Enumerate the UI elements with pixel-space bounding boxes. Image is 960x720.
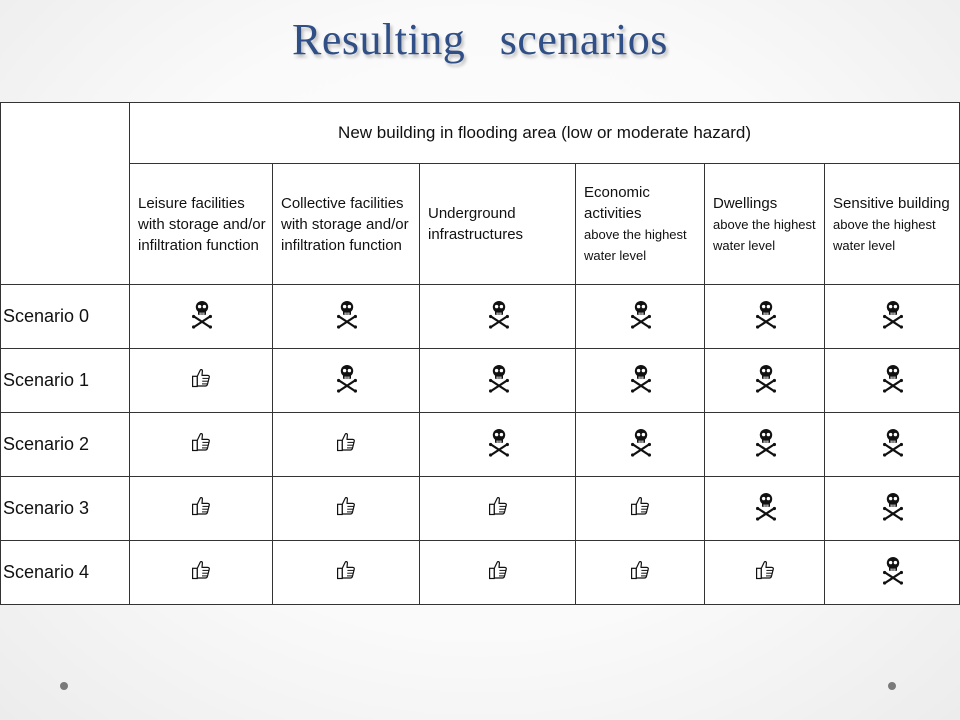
skull-crossbones-icon bbox=[755, 299, 777, 334]
skull-crossbones-icon bbox=[882, 555, 904, 590]
skull-crossbones-icon bbox=[755, 491, 777, 526]
slide-dot-right bbox=[888, 682, 896, 690]
row-label: Scenario 2 bbox=[1, 413, 130, 477]
scenario-cell bbox=[130, 477, 273, 541]
row-label: Scenario 0 bbox=[1, 285, 130, 349]
scenario-cell bbox=[130, 285, 273, 349]
thumbs-up-icon bbox=[190, 495, 212, 522]
scenario-rows bbox=[1, 285, 960, 605]
scenario-cell bbox=[705, 285, 825, 349]
skull-crossbones-icon bbox=[630, 363, 652, 398]
column-header-main: Sensitive building bbox=[833, 194, 950, 212]
scenario-cell bbox=[705, 477, 825, 541]
scenario-cell bbox=[273, 285, 420, 349]
thumbs-up-icon bbox=[335, 431, 357, 458]
column-header-main: Economic activities bbox=[584, 184, 650, 222]
scenario-cell bbox=[576, 349, 705, 413]
thumbs-up-icon bbox=[190, 367, 212, 394]
scenario-cell bbox=[576, 541, 705, 605]
thumbs-up-icon bbox=[629, 495, 651, 522]
skull-crossbones-icon bbox=[882, 491, 904, 526]
scenario-cell bbox=[576, 413, 705, 477]
banner-header: New building in flooding area (low or moderate hazard) bbox=[130, 103, 960, 164]
skull-crossbones-icon bbox=[488, 363, 510, 398]
corner-cell bbox=[1, 103, 130, 285]
scenario-cell bbox=[705, 349, 825, 413]
column-header-main: Dwellings bbox=[713, 194, 778, 212]
scenario-cell bbox=[273, 349, 420, 413]
skull-crossbones-icon bbox=[755, 363, 777, 398]
column-header-collective-facilities bbox=[273, 164, 420, 285]
scenario-cell bbox=[420, 477, 576, 541]
table-row bbox=[1, 285, 960, 349]
skull-crossbones-icon bbox=[488, 299, 510, 334]
skull-crossbones-icon bbox=[191, 299, 213, 334]
scenario-cell bbox=[825, 477, 960, 541]
table-row bbox=[1, 541, 960, 605]
skull-crossbones-icon bbox=[882, 427, 904, 462]
thumbs-up-icon bbox=[754, 559, 776, 586]
scenario-cell bbox=[420, 541, 576, 605]
scenario-cell bbox=[576, 477, 705, 541]
thumbs-up-icon bbox=[487, 495, 509, 522]
column-header-qualifier: above the highest water level bbox=[833, 216, 936, 253]
column-header-main: Underground infrastructures bbox=[428, 205, 524, 243]
column-header-economic-activities bbox=[576, 164, 705, 285]
scenario-cell bbox=[825, 285, 960, 349]
thumbs-up-icon bbox=[629, 559, 651, 586]
scenario-cell bbox=[130, 541, 273, 605]
column-header-row bbox=[1, 164, 960, 285]
skull-crossbones-icon bbox=[488, 427, 510, 462]
skull-crossbones-icon bbox=[882, 299, 904, 334]
column-header-qualifier: above the highest water level bbox=[713, 216, 816, 253]
row-label: Scenario 4 bbox=[1, 541, 130, 605]
column-header-main: Leisure facilities with storage and/or infiltration function bbox=[138, 194, 266, 254]
scenario-table bbox=[0, 102, 960, 605]
scenario-cell bbox=[825, 541, 960, 605]
scenario-cell bbox=[576, 285, 705, 349]
skull-crossbones-icon bbox=[336, 363, 358, 398]
row-label: Scenario 1 bbox=[1, 349, 130, 413]
row-label: Scenario 3 bbox=[1, 477, 130, 541]
thumbs-up-icon bbox=[190, 559, 212, 586]
slide-dot-left bbox=[60, 682, 68, 690]
skull-crossbones-icon bbox=[336, 299, 358, 334]
scenario-cell bbox=[420, 413, 576, 477]
scenario-cell bbox=[420, 285, 576, 349]
thumbs-up-icon bbox=[190, 431, 212, 458]
column-header-dwellings bbox=[705, 164, 825, 285]
column-header-main: Collective facilities with storage and/or infiltration function bbox=[281, 194, 409, 254]
scenario-cell bbox=[705, 413, 825, 477]
scenario-cell bbox=[825, 349, 960, 413]
scenario-cell bbox=[273, 413, 420, 477]
scenario-cell bbox=[130, 413, 273, 477]
thumbs-up-icon bbox=[335, 559, 357, 586]
table-row bbox=[1, 477, 960, 541]
table-row bbox=[1, 349, 960, 413]
thumbs-up-icon bbox=[335, 495, 357, 522]
thumbs-up-icon bbox=[487, 559, 509, 586]
scenario-cell bbox=[130, 349, 273, 413]
slide-title: Resulting scenarios bbox=[292, 15, 668, 64]
banner-row bbox=[1, 103, 960, 164]
column-header-qualifier: above the highest water level bbox=[584, 227, 687, 263]
scenario-cell bbox=[273, 541, 420, 605]
column-header-leisure-facilities bbox=[130, 164, 273, 285]
table-row bbox=[1, 413, 960, 477]
scenario-cell bbox=[420, 349, 576, 413]
skull-crossbones-icon bbox=[630, 427, 652, 462]
skull-crossbones-icon bbox=[630, 299, 652, 334]
skull-crossbones-icon bbox=[755, 427, 777, 462]
column-header-sensitive-building bbox=[825, 164, 960, 285]
scenario-cell bbox=[705, 541, 825, 605]
scenario-cell bbox=[273, 477, 420, 541]
scenario-cell bbox=[825, 413, 960, 477]
skull-crossbones-icon bbox=[882, 363, 904, 398]
column-header-underground-infrastructures bbox=[420, 164, 576, 285]
